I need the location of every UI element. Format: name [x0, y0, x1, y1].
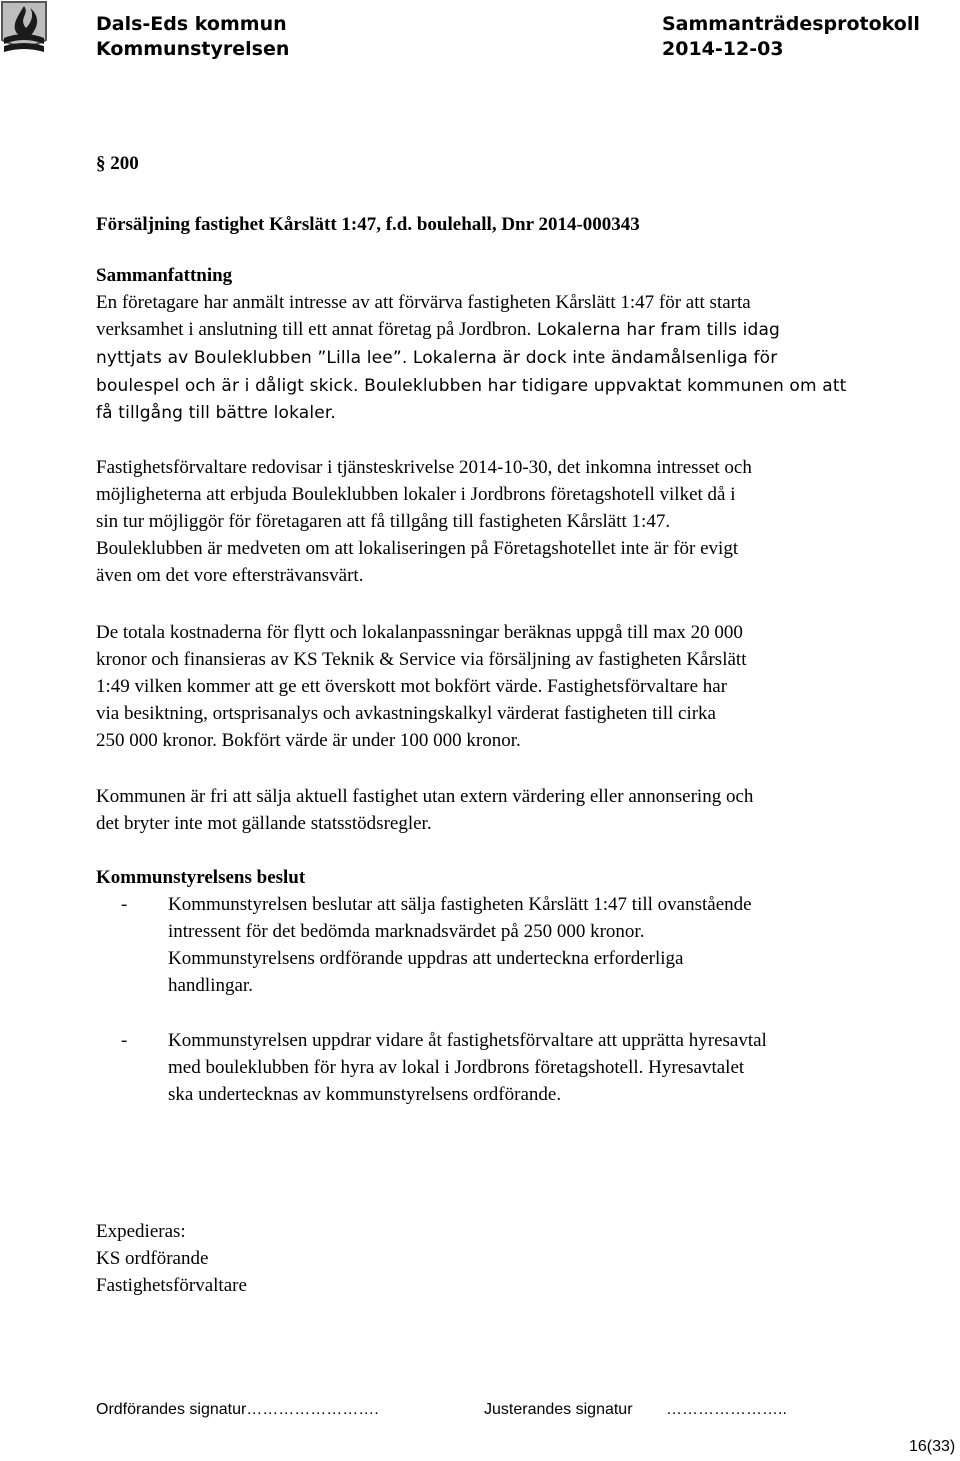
paragraph-line: via besiktning, ortsprisanalys och avkastningskalkyl värderat fastigheten till cirka — [96, 703, 716, 724]
adjuster-signature-label: Justerandes signatur — [484, 1401, 633, 1418]
expedieras-label: Expedieras: — [96, 1221, 186, 1242]
summary-line: verksamhet i anslutning till ett annat företag på Jordbron. Lokalerna har fram tills idag — [96, 319, 780, 340]
chair-signature: Ordförandes signatur……………………. — [96, 1401, 379, 1418]
summary-line: få tillgång till bättre lokaler. — [96, 403, 336, 423]
expedieras-recipient: KS ordförande — [96, 1248, 209, 1269]
header-org: Dals-Eds kommun — [96, 13, 287, 35]
paragraph-line: Bouleklubben är medveten om att lokaliseringen på Företagshotellet inte är för evigt — [96, 538, 739, 559]
header-date: 2014-12-03 — [662, 38, 784, 60]
section-number: § 200 — [96, 153, 139, 174]
header-dept: Kommunstyrelsen — [96, 38, 290, 60]
paragraph-line: möjligheterna att erbjuda Bouleklubben lokaler i Jordbrons företagshotell vilket då i — [96, 484, 736, 505]
summary-heading: Sammanfattning — [96, 265, 233, 286]
paragraph-line: kronor och finansieras av KS Teknik & Service via försäljning av fastigheten Kårslätt — [96, 649, 747, 670]
paragraph-line: 250 000 kronor. Bokfört värde är under 100 000 kronor. — [96, 730, 521, 751]
paragraph-line: det bryter inte mot gällande statsstödsregler. — [96, 813, 432, 834]
paragraph-line: även om det vore eftersträvansvärt. — [96, 565, 364, 586]
decision-bullet: - — [121, 894, 128, 915]
decision-line: Kommunstyrelsen beslutar att sälja fastigheten Kårslätt 1:47 till ovanstående — [168, 894, 752, 915]
paragraph-line: 1:49 vilken kommer att ge ett överskott mot bokfört värde. Fastighetsförvaltare har — [96, 676, 728, 697]
decision-line: intressent för det bedömda marknadsvärdet på 250 000 kronor. — [168, 921, 645, 942]
decision-bullet: - — [121, 1030, 128, 1051]
summary-line: En företagare har anmält intresse av att förvärva fastigheten Kårslätt 1:47 för att starta — [96, 292, 751, 313]
decision-line: Kommunstyrelsens ordförande uppdras att underteckna erforderliga — [168, 948, 684, 969]
decision-item-2 — [168, 1027, 767, 1108]
municipality-logo — [0, 0, 68, 56]
summary-line: boulespel och är i dåligt skick. Bouleklubben har tidigare uppvaktat kommunen om att — [96, 376, 847, 396]
decision-line: med bouleklubben för hyra av lokal i Jordbrons företagshotell. Hyresavtalet — [168, 1057, 745, 1078]
decision-heading: Kommunstyrelsens beslut — [96, 867, 306, 888]
paragraph-line: De totala kostnaderna för flytt och lokalanpassningar beräknas uppgå till max 20 000 — [96, 622, 743, 643]
decision-item-1 — [168, 891, 752, 999]
paragraph-line: Fastighetsförvaltare redovisar i tjänsteskrivelse 2014-10-30, det inkomna intresset och — [96, 457, 752, 478]
paragraph-line: Kommunen är fri att sälja aktuell fastighet utan extern värdering eller annonsering och — [96, 786, 754, 807]
section-title: Försäljning fastighet Kårslätt 1:47, f.d. boulehall, Dnr 2014-000343 — [96, 214, 640, 235]
decision-line: Kommunstyrelsen uppdrar vidare åt fastighetsförvaltare att upprätta hyresavtal — [168, 1030, 767, 1051]
summary-text — [96, 289, 936, 427]
header-doc-type: Sammanträdesprotokoll — [662, 13, 920, 35]
page-number: 16(33) — [909, 1438, 956, 1455]
decision-line: handlingar. — [168, 975, 253, 996]
paragraph-line: sin tur möjliggör för företagaren att få tillgång till fastigheten Kårslätt 1:47. — [96, 511, 671, 532]
paragraph-1 — [96, 454, 936, 589]
expedieras-recipient: Fastighetsförvaltare — [96, 1275, 247, 1296]
decision-line: ska undertecknas av kommunstyrelsens ordförande. — [168, 1084, 562, 1105]
adjuster-signature-line: ………………….. — [666, 1401, 787, 1418]
paragraph-2 — [96, 619, 936, 754]
paragraph-3 — [96, 783, 936, 837]
summary-line: nyttjats av Bouleklubben ”Lilla lee”. Lokalerna är dock inte ändamålsenliga för — [96, 348, 778, 368]
